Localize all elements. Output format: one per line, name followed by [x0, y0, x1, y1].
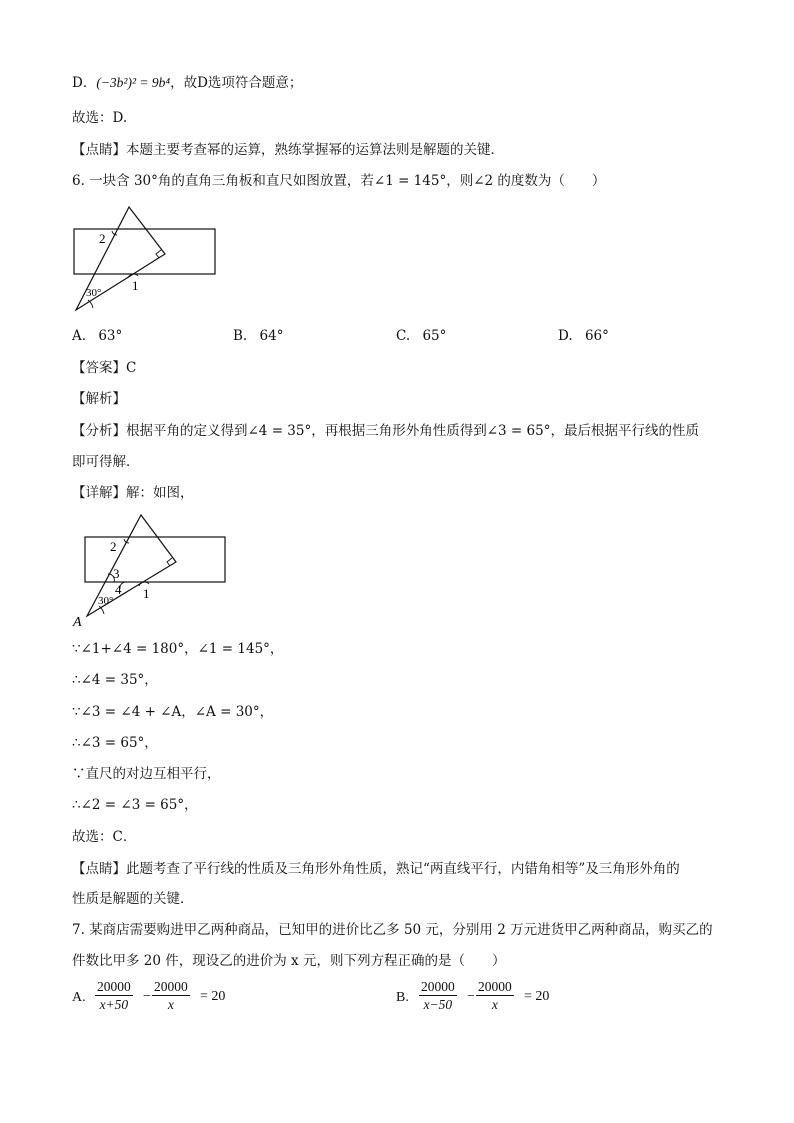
dianjing2-line-2: 性质是解题的关键．	[72, 891, 194, 907]
question-7-line-2: 件数比甲多 20 件，现设乙的进价为 x 元，则下列方程正确的是（ ）	[72, 953, 506, 969]
q7-a-frac-2: $\frac{20000}{x}$	[154, 979, 188, 1012]
option-d-line	[72, 74, 302, 92]
q6-option-c: C. 65°	[396, 328, 447, 344]
step-3: ∵∠3 = ∠4 + ∠A，∠A = 30°，	[72, 704, 274, 720]
q7-b-frac-2: $\frac{20000}{x}$	[478, 979, 512, 1012]
option-d-suffix: ，故D选项符合题意；	[170, 75, 303, 91]
q6-option-a: A. 63°	[72, 328, 123, 344]
q7-a-frac-1: $\frac{20000}{x+50}$	[97, 979, 131, 1012]
label-2: 2	[110, 539, 117, 554]
q6-option-d: D. 66°	[558, 328, 609, 344]
q7-b-rhs: = 20	[524, 989, 550, 1004]
q7-b-minus: −	[467, 989, 475, 1004]
option-d-prefix: D．	[72, 75, 97, 91]
label-30: 30°	[86, 287, 102, 299]
step-2: ∴∠4 = 35°，	[72, 672, 158, 688]
q7-a-rhs: = 20	[200, 989, 226, 1004]
label-1: 1	[143, 586, 150, 601]
label-4: 4	[115, 582, 122, 597]
q7-b-frac-1: $\frac{20000}{x-50}$	[421, 979, 455, 1012]
step-1: ∵∠1+∠4 = 180°，∠1 = 145°，	[72, 641, 284, 657]
question-6: 6. 一块含 30°角的直角三角板和直尺如图放置，若∠1 = 145°，则∠2 的度数为（ ）	[72, 173, 606, 189]
label-3: 3	[113, 566, 120, 581]
option-d-math: (−3b²)² = 9b⁴	[96, 75, 171, 90]
xiangjie-line: 【详解】解：如图，	[72, 485, 194, 501]
q7-a-minus: −	[143, 989, 151, 1004]
label-1: 1	[132, 278, 139, 293]
question-7-line-1: 7. 某商店需要购进甲乙两种商品，已知甲的进价比乙多 50 元，分别用 2 万元进货甲乙两种商品，购买乙的	[72, 922, 713, 938]
figure-2-labeled	[70, 512, 230, 630]
step-7: 故选：C．	[72, 829, 137, 845]
jiexi-heading: 【解析】	[72, 391, 126, 407]
figure-1-triangle-ruler	[68, 204, 228, 316]
step-5: ∵直尺的对边互相平行，	[72, 766, 221, 782]
q6-option-b: B. 64°	[233, 328, 284, 344]
choose-d-line: 故选：D.	[72, 110, 128, 126]
step-6: ∴∠2 = ∠3 = 65°，	[72, 797, 198, 813]
label-30: 30°	[98, 595, 114, 607]
answer-line: 【答案】C	[72, 360, 137, 376]
q7-option-a-label: A.	[72, 990, 86, 1005]
q7-option-b-label: B.	[396, 990, 409, 1005]
label-A: A	[73, 615, 82, 630]
step-4: ∴∠3 = 65°，	[72, 735, 158, 751]
fenxi-line-1: 【分析】根据平角的定义得到∠4 = 35°，再根据三角形外角性质得到∠3 = 65°，最后根据平行线的性质	[72, 423, 699, 439]
dianjing-line-1: 【点睛】本题主要考查幂的运算，熟练掌握幂的运算法则是解题的关键．	[72, 142, 504, 158]
fenxi-line-2: 即可得解．	[72, 454, 140, 470]
label-2: 2	[99, 231, 106, 246]
dianjing2-line-1: 【点睛】此题考查了平行线的性质及三角形外角性质，熟记“两直线平行，内错角相等”及三角形外角的	[72, 861, 680, 877]
